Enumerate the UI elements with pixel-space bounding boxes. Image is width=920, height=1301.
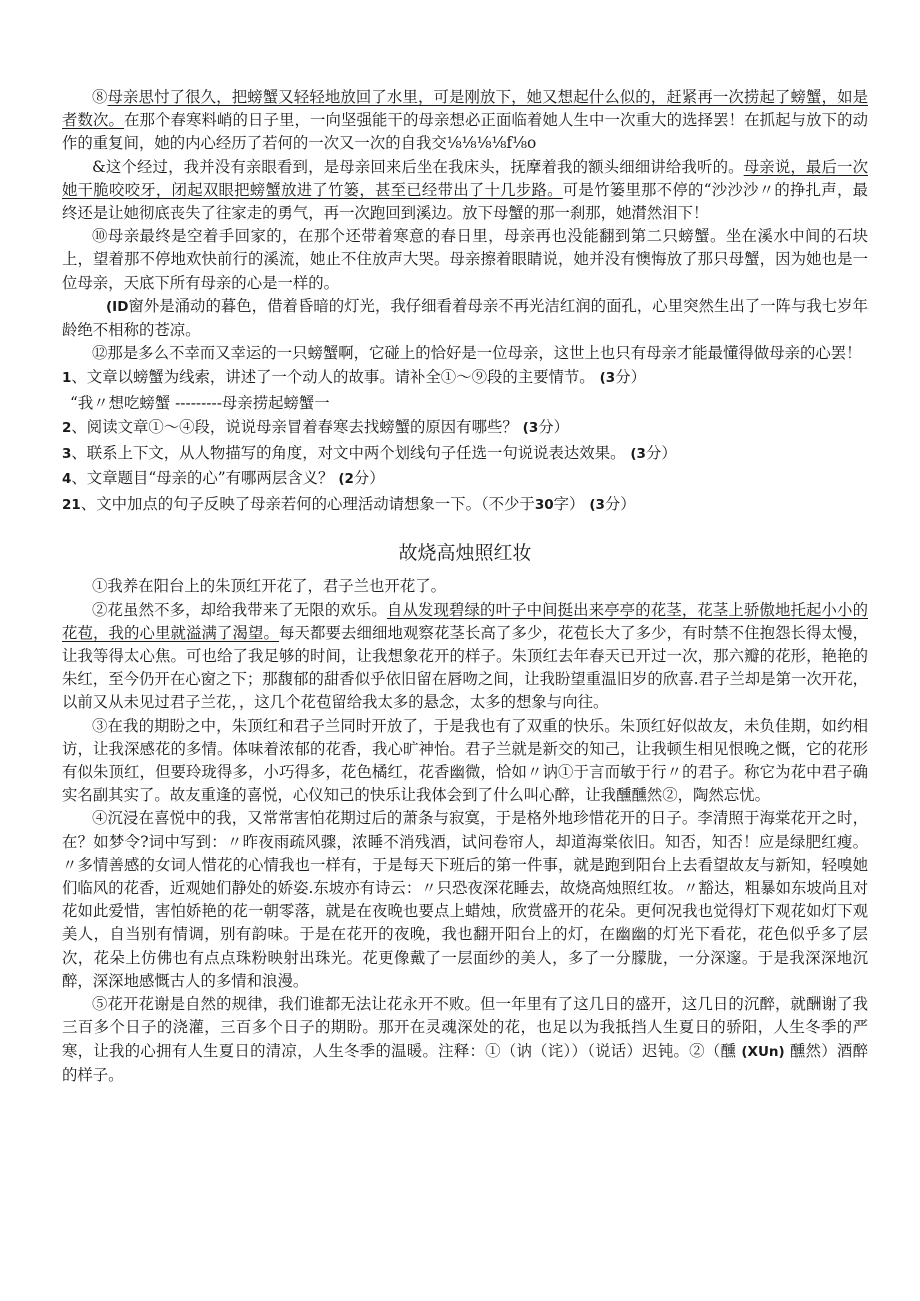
paragraph-12: ⑫那是多么不幸而又幸运的一只螃蟹啊，它碰上的恰好是一位母亲，这世上也只有母亲才能最懂得做母亲的心罢！	[92, 344, 862, 363]
question-4: 4、文章题目“母亲的心”有哪两层含义？ (2分）	[62, 469, 385, 488]
question-3: 3、联系上下文，从人物描写的角度，对文中两个划线句子任选一句说说表达效果。 (3分）	[62, 443, 677, 462]
article-title: 故烧高烛照红妆	[398, 542, 532, 565]
article-paragraph-1: ①我养在阳台上的朱顶红开花了，君子兰也开花了。	[92, 577, 446, 596]
article-paragraph-4: ④沉浸在喜悦中的我，又常常害怕花期过后的萧条与寂寞，于是格外地珍惜花开的日子。李清照于海棠花开之时，在？如梦令?词中写到：〃昨夜雨疏风骤，浓睡不消残酒，试问卷帘人，却道海棠依旧。知否，知否！应是绿肥红瘦。〃多情善感的女词人惜花的心情我也一样有，于是每天下班后的第一件事，就是跑到阳台上去看望故友与新知，轻嗅她们临风的花香，近观她们静处的娇姿.东坡亦有诗云：〃只恐夜深花睡去，故烧高烛照红妆。〃豁达，粗暴如东坡尚且对花如此爱惜，害怕娇艳的花一朝零落，就是在夜晚也要点上蜡烛，欣赏盛开的花朵。更何况我也觉得灯下观花如灯下观美人，自当别有情调，别有韵味。于是在花开的夜晚，我也翻开阳台上的灯，在幽幽的灯光下看花，花色似乎多了层次，花朵上仿佛也有点点珠粉映射出珠光。花更像戴了一层面纱的美人，多了一分朦胧，一分深邃。于是我深深地沉醉，深深地感慨古人的多情和浪漫。	[62, 809, 868, 990]
paragraph-number: ⑧	[92, 88, 108, 106]
question-1-hint: “我〃想吃螃蟹 ---------母亲捞起螃蟹一	[70, 393, 330, 412]
paragraph-10: ⑩母亲最终是空着手回家的，在那个还带着寒意的春日里，母亲再也没能翻到第二只螃蟹。坐在溪水中间的石块上，望着那不停地欢快前行的溪流，她止不住放声大哭。母亲擦着眼睛说，她并没有懊悔放了那只母蟹，因为她也是一位母亲，天底下所有母亲的心是一样的。	[62, 227, 868, 292]
paragraph-11: (ID窗外是涌动的暮色，借着昏暗的灯光，我仔细看着母亲不再光洁红润的面孔，心里突然生出了一阵与我七岁年龄绝不相称的苍凉。	[62, 296, 868, 340]
question-21: 21、文中加点的句子反映了母亲若何的心理活动请想象一下。（不少于30字） (3分）	[62, 494, 636, 513]
article-paragraph-3: ③在我的期盼之中，朱顶红和君子兰同时开放了，于是我也有了双重的快乐。朱顶红好似故友，未负佳期，如约相访，让我深感花的多情。体味着浓郁的花香，我心旷神怡。君子兰就是新交的知己，让我顿生相见恨晚之慨，它的花形有似朱顶红，但要玲珑得多，小巧得多，花色橘红，花香幽微，恰如〃讷①于言而敏于行〃的君子。称它为花中君子确实名副其实了。故友重逢的喜悦，心仪知己的快乐让我体会到了什么叫心醉，让我醺醺然②，陶然忘忧。	[62, 716, 868, 805]
paragraph-9: &这个经过，我并没有亲眼看到，是母亲回来后坐在我床头，抚摩着我的额头细细讲给我听的。母亲说，最后一次她干脆咬咬牙，闭起双眼把螃蟹放进了竹篓，甚至已经带出了十几步路。可是竹篓里那不停的“沙沙沙〃的挣扎声，最终还是让她彻底丧失了往家走的勇气，再一次跑回到溪边。放下母蟹的那一刹那，她潸然泪下！	[62, 157, 868, 223]
document-page	[62, 86, 868, 1087]
question-1: 1、文章以螃蟹为线索，讲述了一个动人的故事。请补全①～⑨段的主要情节。 (3分）	[62, 368, 646, 387]
article-paragraph-5: ⑤花开花谢是自然的规律，我们谁都无法让花永开不败。但一年里有了这几日的盛开，这几日的沉醉，就酬谢了我三百多个日子的浇灌，三百多个日子的期盼。那开在灵魂深处的花，也足以为我抵挡人生夏日的骄阳，人生冬季的严寒，让我的心拥有人生夏日的清凉，人生冬季的温暖。注释：①（讷（诧））（说话）迟钝。②（醺 (XUn) 醺然）酒醉的样子。	[62, 995, 868, 1084]
underlined-sentence: 母亲思忖了很久，把螃蟹又轻轻地放回了水里，可是刚放下，她又想起什么似的，赶紧再一次捞起了螃蟹，如是者数次。	[62, 88, 868, 130]
pinyin-note: (XUn)	[741, 1043, 785, 1060]
questions-list	[62, 365, 868, 517]
article-paragraph-2: ②花虽然不多，却给我带来了无限的欢乐。自从发现碧绿的叶子中间挺出来亭亭的花茎，花茎上骄傲地托起小小的花苞，我的心里就溢满了渴望。每天都要去细细地观察花茎长高了多少，花苞长大了多少，有时禁不住抱怨长得太慢，让我等得太心焦。可也给了我足够的时间，让我想象花开的样子。朱顶红去年春天已开过一次，那六瓣的花形，艳艳的朱红，至今仍开在心窗之下；那馥郁的甜香似乎依旧留在唇吻之间，让我盼望重温旧岁的欣喜.君子兰却是第一次开花，以前又从未见过君子兰花，，这几个花苞留给我太多的悬念，太多的想象与向往。	[62, 600, 868, 712]
underlined-sentence: 母亲说，最后一次她干脆咬咬牙，闭起双眼把螃蟹放进了竹篓，甚至已经带出了十几步路。	[62, 157, 868, 199]
paragraph-number: (ID	[106, 298, 129, 315]
paragraph-8: ⑧母亲思忖了很久，把螃蟹又轻轻地放回了水里，可是刚放下，她又想起什么似的，赶紧再一次捞起了螃蟹，如是者数次。在那个春寒料峭的日子里，一向坚强能干的母亲想必正面临着她人生中一次重大的选择罢！在抓起与放下的动作的重复间，她的内心经历了若何的一次又一次的自我交⅛⅛⅛⅛f⅛o	[62, 88, 868, 153]
question-2: 2、阅读文章①～④段，说说母亲冒着春寒去找螃蟹的原因有哪些？ (3分）	[62, 418, 570, 437]
underlined-sentence: 自从发现碧绿的叶子中间挺出来亭亭的花茎，花茎上骄傲地托起小小的花苞，我的心里就溢满了渴望。	[62, 600, 868, 642]
